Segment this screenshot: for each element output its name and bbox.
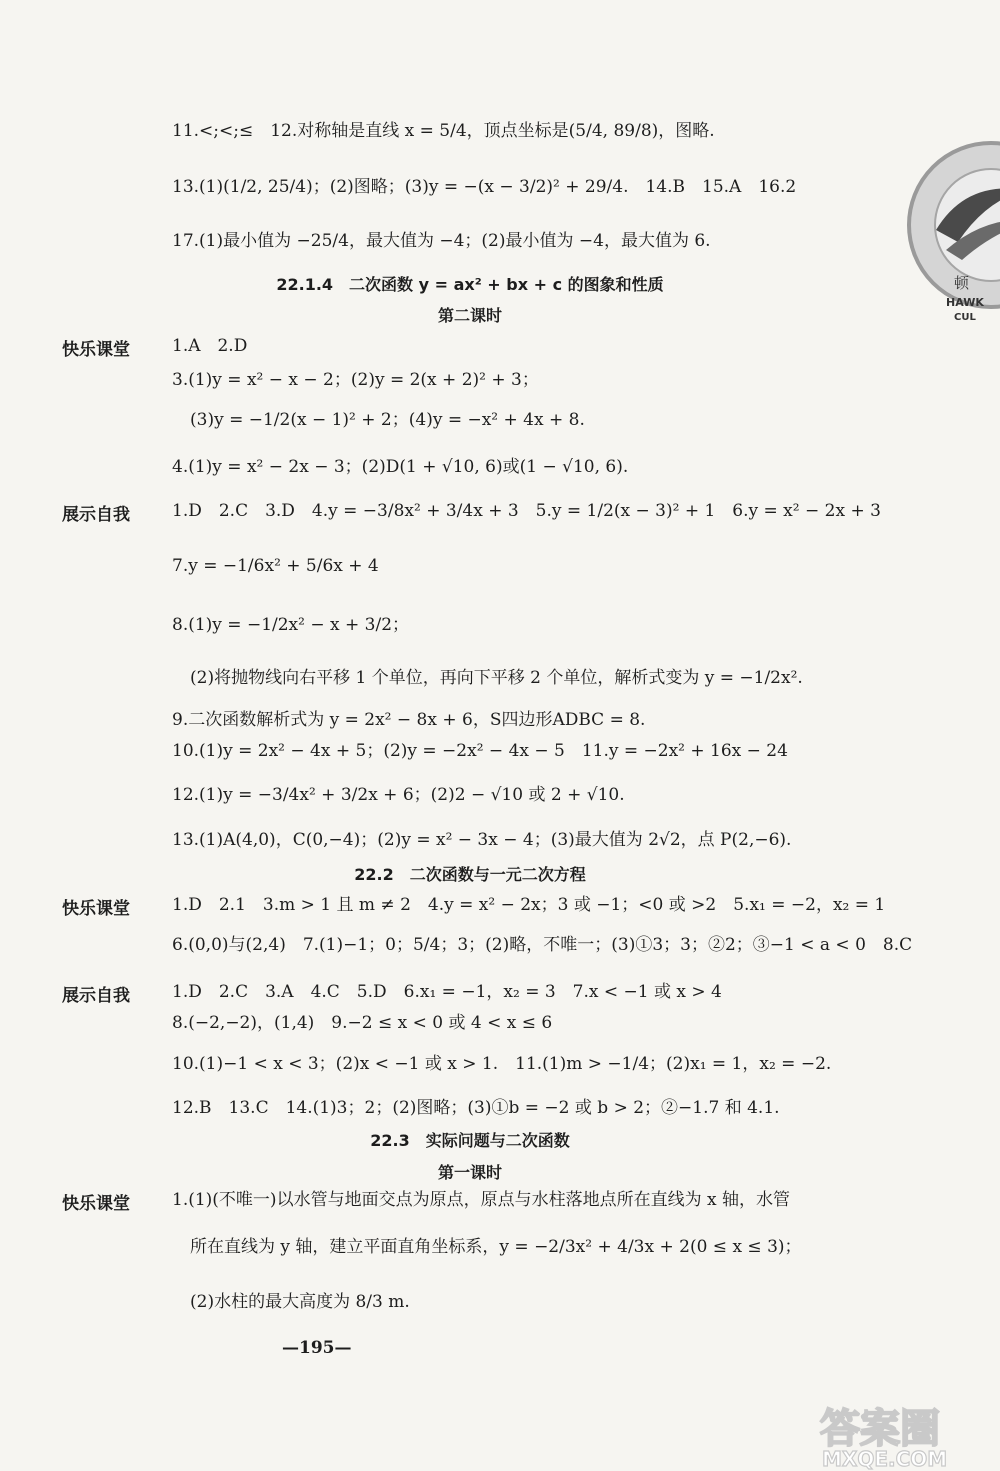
answer-line: 4.(1)y = x² − 2x − 3；(2)D(1 + √10, 6)或(1 − √10, 6).	[172, 457, 629, 477]
answer-line: 8.(1)y = −1/2x² − x + 3/2；	[172, 615, 410, 635]
answer-line: 10.(1)y = 2x² − 4x + 5；(2)y = −2x² − 4x − 5 11.y = −2x² + 16x − 24	[172, 741, 788, 761]
answer-line: (2)将抛物线向右平移 1 个单位，再向下平移 2 个单位，解析式变为 y = −1/2x².	[190, 668, 803, 688]
section-label-zhanshi: 展示自我	[62, 986, 130, 1006]
answer-line: 1.(1)(不唯一)以水管与地面交点为原点，原点与水柱落地点所在直线为 x 轴，水管	[172, 1190, 790, 1210]
answer-line: 12.B 13.C 14.(1)3；2；(2)图略；(3)①b = −2 或 b > 2；②−1.7 和 4.1.	[172, 1098, 780, 1118]
answer-line: 8.(−2,−2)，(1,4) 9.−2 ≤ x < 0 或 4 < x ≤ 6	[172, 1013, 553, 1033]
answer-line: 12.(1)y = −3/4x² + 3/2x + 6；(2)2 − √10 或 2 + √10.	[172, 785, 625, 805]
answer-line: 6.(0,0)与(2,4) 7.(1)−1；0；5/4；3；(2)略，不唯一；(3)①3；3；②2；③−1 < a < 0 8.C	[172, 935, 913, 955]
stamp-sub: HAWK	[946, 296, 984, 309]
answer-line: 1.A 2.D	[172, 336, 248, 356]
answer-line: 所在直线为 y 轴，建立平面直角坐标系，y = −2/3x² + 4/3x + 2(0 ≤ x ≤ 3)；	[190, 1237, 802, 1257]
section-subheading: 第二课时	[437, 306, 502, 325]
section-label-kuaile: 快乐课堂	[62, 340, 130, 360]
watermark-text: 答案圈	[820, 1406, 940, 1452]
section-heading: 22.2 二次函数与一元二次方程	[354, 865, 586, 884]
watermark-site: MXQE.COM	[822, 1447, 948, 1470]
stamp-text: 顿	[954, 274, 970, 292]
answer-line: 1.D 2.C 3.A 4.C 5.D 6.x₁ = −1，x₂ = 3 7.x < −1 或 x > 4	[172, 982, 722, 1002]
answer-line: 9.二次函数解析式为 y = 2x² − 8x + 6，S四边形ADBC = 8.	[172, 710, 646, 730]
answer-line: (3)y = −1/2(x − 1)² + 2；(4)y = −x² + 4x + 8.	[190, 410, 585, 430]
stamp-sub2: CUL	[954, 312, 976, 323]
answer-line: 3.(1)y = x² − x − 2；(2)y = 2(x + 2)² + 3；	[172, 370, 539, 390]
answer-line: 13.(1)(1/2, 25/4)；(2)图略；(3)y = −(x − 3/2)² + 29/4. 14.B 15.A 16.2	[172, 177, 797, 197]
section-subheading: 第一课时	[437, 1163, 502, 1182]
answer-line: 13.(1)A(4,0)，C(0,−4)；(2)y = x² − 3x − 4；(3)最大值为 2√2，点 P(2,−6).	[172, 830, 792, 850]
section-label-kuaile: 快乐课堂	[62, 899, 130, 919]
section-label-zhanshi: 展示自我	[62, 505, 130, 525]
page-number: —195—	[282, 1338, 352, 1358]
answer-line: (2)水柱的最大高度为 8/3 m.	[190, 1292, 410, 1312]
answer-line: 11.<;<;≤ 12.对称轴是直线 x = 5/4，顶点坐标是(5/4, 89/8)，图略.	[172, 121, 715, 141]
publisher-stamp	[906, 120, 1000, 330]
section-heading: 22.1.4 二次函数 y = ax² + bx + c 的图象和性质	[276, 275, 664, 294]
section-label-kuaile: 快乐课堂	[62, 1194, 130, 1214]
answer-line: 1.D 2.C 3.D 4.y = −3/8x² + 3/4x + 3 5.y = 1/2(x − 3)² + 1 6.y = x² − 2x + 3	[172, 501, 881, 521]
section-heading: 22.3 实际问题与二次函数	[370, 1131, 570, 1150]
answer-line: 1.D 2.1 3.m > 1 且 m ≠ 2 4.y = x² − 2x；3 或 −1；<0 或 >2 5.x₁ = −2，x₂ = 1	[172, 895, 886, 915]
answer-line: 10.(1)−1 < x < 3；(2)x < −1 或 x > 1. 11.(1)m > −1/4；(2)x₁ = 1，x₂ = −2.	[172, 1054, 832, 1074]
watermark-logo	[812, 1400, 1000, 1470]
answer-line: 17.(1)最小值为 −25/4，最大值为 −4；(2)最小值为 −4，最大值为 6.	[172, 231, 711, 251]
answer-line: 7.y = −1/6x² + 5/6x + 4	[172, 556, 379, 576]
